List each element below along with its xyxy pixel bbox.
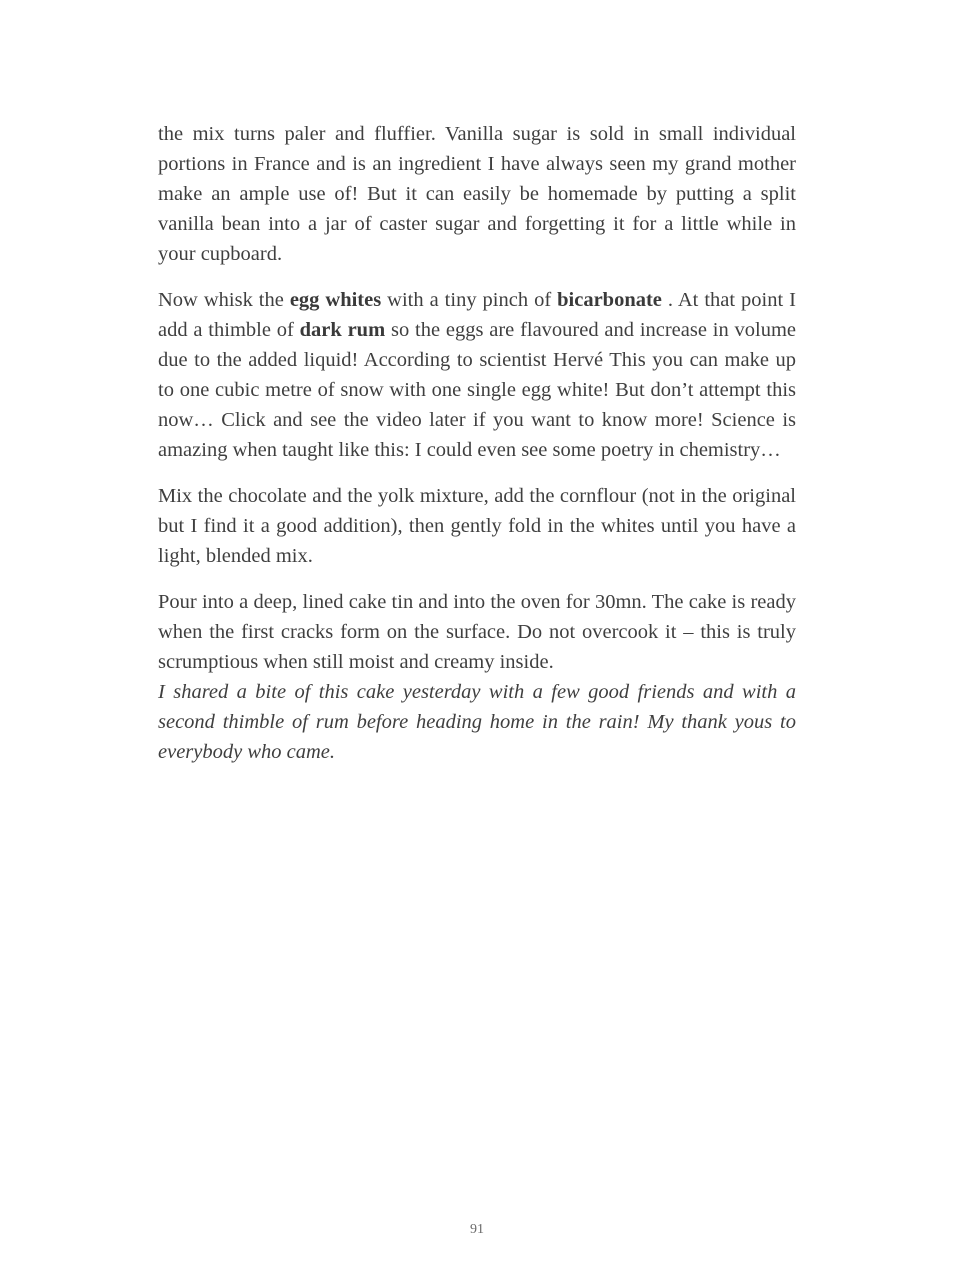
ingredient-dark-rum: dark rum — [299, 319, 386, 341]
page-number: 91 — [470, 1222, 484, 1237]
paragraph-egg-whites — [158, 285, 796, 465]
paragraph-text: Pour into a deep, lined cake tin and into the oven for 30mn. The cake is ready when the first cracks form on the surface. Do not overcook it – this is truly scrumptious when still moist and creamy inside. — [158, 591, 796, 673]
closing-note-text: I shared a bite of this cake yesterday with a few good friends and with a second thimble of rum before heading home in the rain! My thank yous to everybody who came. — [158, 681, 796, 763]
paragraph-text-segment: with a tiny pinch of — [381, 289, 558, 311]
paragraph-mix — [158, 481, 796, 571]
paragraph-text-segment: so the eggs are flavoured and increase in volume due to the added liquid! According to scientist Hervé This you can make up to one cubic metre of snow with one single egg white! But don’t attempt this now… Click and see the video later if you want to know more! Science is amazing when taught like this: I could even see some poetry in chemistry… — [158, 319, 797, 461]
ingredient-bicarbonate: bicarbonate — [557, 289, 662, 311]
paragraph-text-segment: Now whisk the — [158, 289, 290, 311]
closing-note — [158, 677, 796, 767]
ingredient-egg-whites: egg whites — [289, 289, 382, 311]
paragraph-bake — [158, 587, 796, 677]
paragraph-text: Mix the chocolate and the yolk mixture, add the cornflour (not in the original but I find it a good addition), then gently fold in the whites until you have a light, blended mix. — [158, 485, 796, 567]
page-body — [158, 119, 796, 767]
paragraph-text: the mix turns paler and fluffier. Vanilla sugar is sold in small individual portions in France and is an ingredient I have always seen my grand mother make an ample use of! But it can easily be homemade by putting a split vanilla bean into a jar of caster sugar and forgetting it for a little while in your cupboard. — [158, 123, 796, 265]
paragraph-vanilla-sugar — [158, 119, 796, 269]
paragraph-text-segment: . At that point I add a thimble of — [158, 289, 796, 341]
